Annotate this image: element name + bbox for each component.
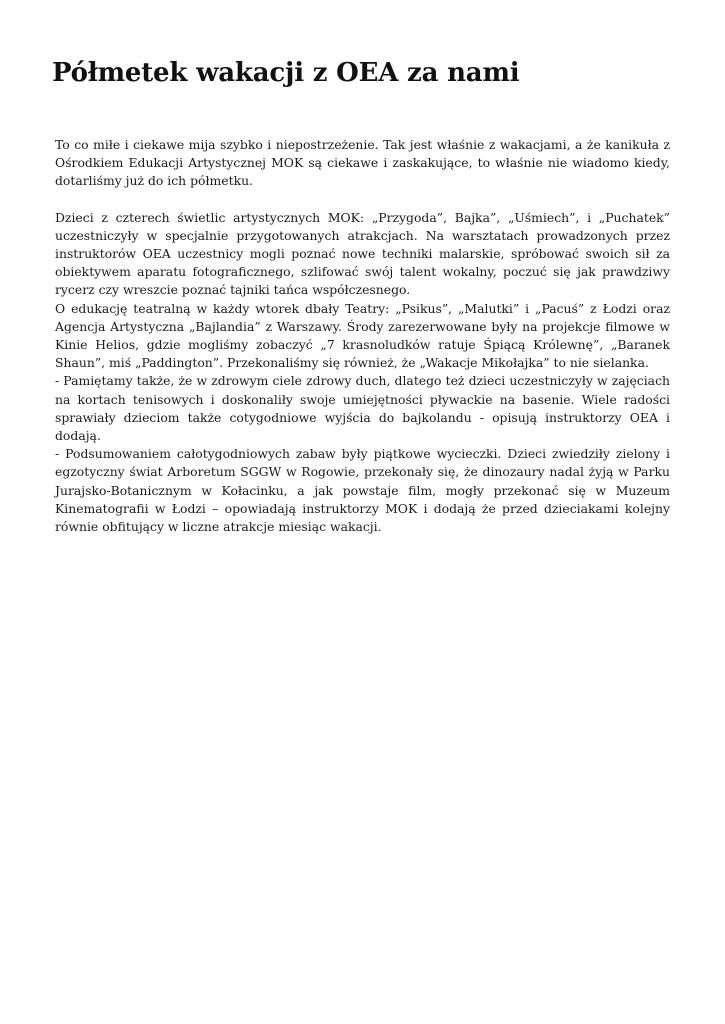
paragraph-intro: To co miłe i ciekawe mija szybko i niepostrzeżenie. Tak jest właśnie z wakacjami, a że kanikuła z Ośrodkiem Edukacji Artystycznej MOK są ciekawe i zaskakujące, to właśnie nie wiadomo kiedy, dotarliśmy już do ich półmetku.: [55, 137, 670, 189]
paragraph-workshops: Dzieci z czterech świetlic artystycznych MOK: „Przygoda”, Bajka”, „Uśmiech”, i „Puchatek” uczestniczyły w specjalnie przygotowanych atrakcjach. Na warsztatach prowadzonych przez instruktorów OEA uczestnicy mogli poznać nowe techniki malarskie, spróbować swoich sił za obiektywem aparatu fotograficznego, szlifować swój talent wokalny, poczuć się jak prawdziwy rycerz czy wreszcie poznać tajniki tańca współczesnego.: [55, 209, 670, 298]
article-body: [55, 136, 670, 536]
article-title: Półmetek wakacji z OEA za nami: [52, 58, 520, 88]
paragraph-theatre-cinema: O edukację teatralną w każdy wtorek dbały Teatry: „Psikus”, „Malutki” i „Pacuś” z Łodzi oraz Agencja Artystyczna „Bajlandia” z Warszawy. Środy zarezerwowane były na projekcje filmowe w Kinie Helios, gdzie mogliśmy zobaczyć „7 krasnoludków ratuje Śpiącą Królewnę”, „Baranek Shaun”, miś „Paddington”. Przekonaliśmy się również, że „Wakacje Mikołajka” to nie sielanka.: [55, 300, 670, 371]
paragraph-sport: - Pamiętamy także, że w zdrowym ciele zdrowy duch, dlatego też dzieci uczestniczyły w zajęciach na kortach tenisowych i doskonaliły swoje umiejętności pływackie na basenie. Wiele radości sprawiały dzieciom także cotygodniowe wyjścia do bajkolandu - opisują instruktorzy OEA i dodają.: [55, 373, 670, 444]
paragraph-trips: - Podsumowaniem całotygodniowych zabaw były piątkowe wycieczki. Dzieci zwiedziły zielony i egzotyczny świat Arboretum SGGW w Rogowie, przekonały się, że dinozaury nadal żyją w Parku Jurajsko-Botanicznym w Kołacinku, a jak powstaje film, mogły przekonać się w Muzeum Kinematografii w Łodzi – opowiadają instruktorzy MOK i dodają że przed dzieciakami kolejny równie obfitujący w liczne atrakcje miesiąc wakacji.: [55, 446, 670, 535]
